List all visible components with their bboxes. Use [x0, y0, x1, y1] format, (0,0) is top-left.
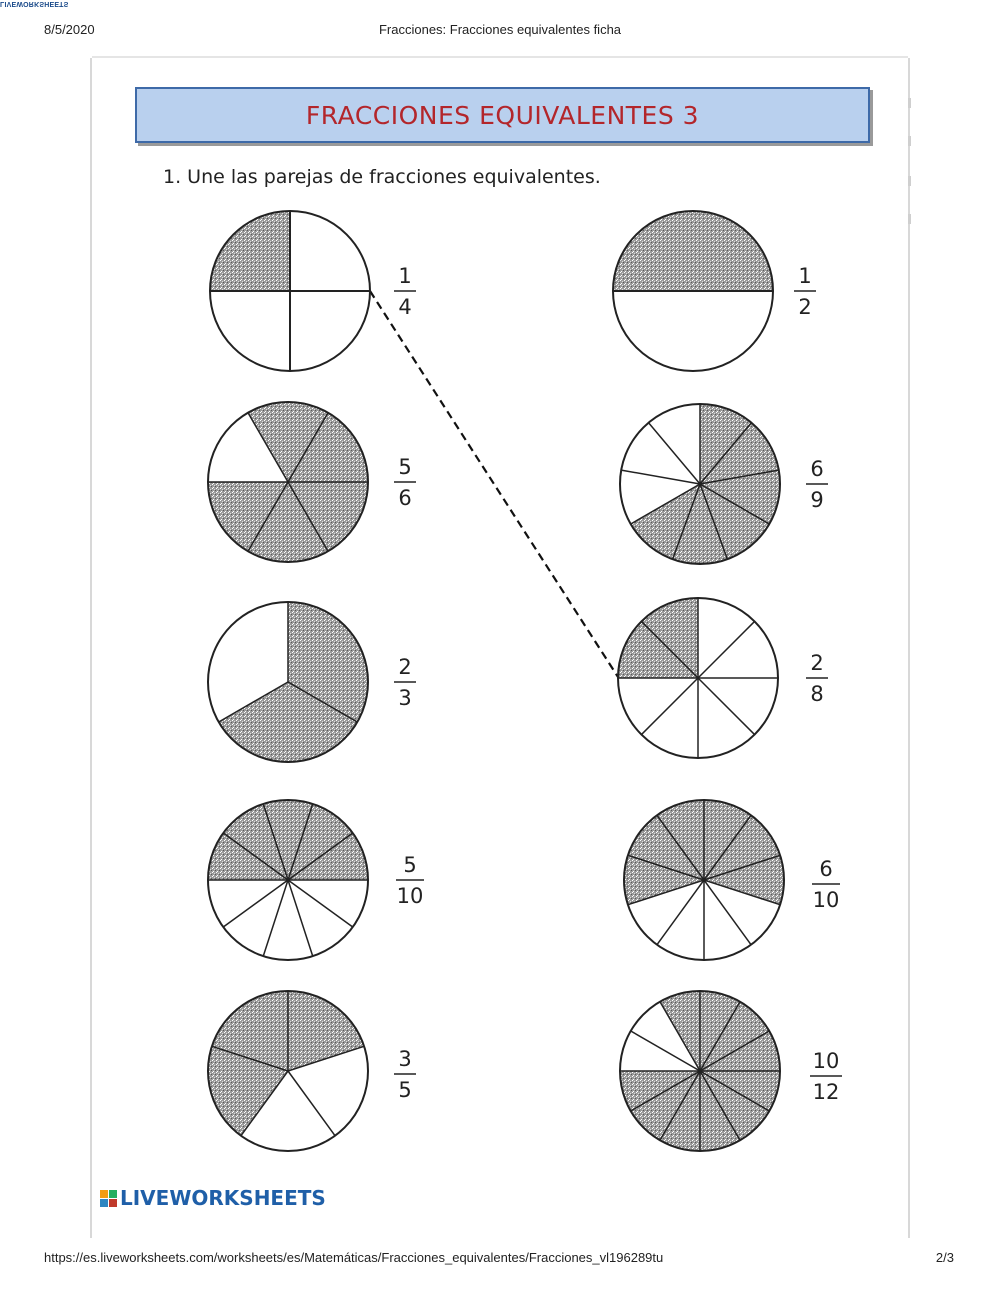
svg-text:5: 5 — [398, 1078, 412, 1102]
fraction-label-left-5 — [394, 1047, 416, 1102]
circle-three-fifths[interactable] — [208, 991, 368, 1151]
svg-text:5: 5 — [403, 853, 417, 877]
print-title: Fracciones: Fracciones equivalentes ficha — [378, 22, 622, 37]
svg-text:6: 6 — [398, 486, 412, 510]
print-page-number: 2/3 — [935, 1250, 954, 1265]
svg-text:6: 6 — [810, 457, 824, 481]
liveworksheets-logo-text: LIVEWORKSHEETS — [120, 1186, 326, 1210]
print-date: 8/5/2020 — [44, 22, 95, 37]
fraction-label-left-3 — [394, 655, 416, 710]
svg-text:12: 12 — [812, 1080, 840, 1104]
svg-text:10: 10 — [812, 888, 840, 912]
svg-text:2: 2 — [810, 651, 824, 675]
circle-five-sixths[interactable] — [208, 402, 368, 562]
fraction-label-left-2 — [394, 455, 416, 510]
print-url: https://es.liveworksheets.com/worksheets/es/Matemáticas/Fracciones_equivalentes/Fracciones_vl196289tu — [44, 1250, 664, 1265]
circle-one-half[interactable] — [613, 211, 773, 371]
liveworksheets-logo — [100, 1186, 326, 1210]
answer-match-line[interactable] — [370, 291, 618, 677]
corner-logo: LIVEWORKSHEETS — [0, 0, 69, 7]
svg-text:10: 10 — [396, 884, 424, 908]
liveworksheets-logo-icon — [100, 1190, 117, 1207]
svg-text:9: 9 — [810, 488, 824, 512]
circle-one-quarter[interactable] — [210, 211, 370, 371]
fraction-label-right-3 — [806, 651, 828, 706]
svg-text:10: 10 — [812, 1049, 840, 1073]
svg-text:1: 1 — [798, 264, 812, 288]
circle-six-tenths[interactable] — [624, 800, 784, 960]
instruction-text: 1. Une las parejas de fracciones equivalentes. — [163, 166, 601, 188]
svg-text:2: 2 — [798, 295, 812, 319]
svg-text:8: 8 — [810, 682, 824, 706]
circle-two-eighths[interactable] — [618, 598, 778, 758]
fraction-label-right-4 — [812, 857, 840, 912]
svg-text:5: 5 — [398, 455, 412, 479]
svg-text:4: 4 — [398, 295, 412, 319]
fraction-label-left-1 — [394, 264, 416, 319]
fraction-label-left-4 — [396, 853, 424, 908]
svg-text:1: 1 — [398, 264, 412, 288]
circle-ten-twelfths[interactable] — [620, 991, 780, 1151]
worksheet-title: FRACCIONES EQUIVALENTES 3 — [305, 100, 700, 130]
svg-text:2: 2 — [398, 655, 412, 679]
circle-two-thirds[interactable] — [208, 602, 368, 762]
svg-text:6: 6 — [819, 857, 833, 881]
fraction-label-right-1 — [794, 264, 816, 319]
svg-text:3: 3 — [398, 686, 412, 710]
fraction-label-right-2 — [806, 457, 828, 512]
svg-text:3: 3 — [398, 1047, 412, 1071]
circle-five-tenths[interactable] — [208, 800, 368, 960]
fraction-label-right-5 — [810, 1049, 842, 1104]
circle-six-ninths[interactable] — [620, 404, 780, 564]
